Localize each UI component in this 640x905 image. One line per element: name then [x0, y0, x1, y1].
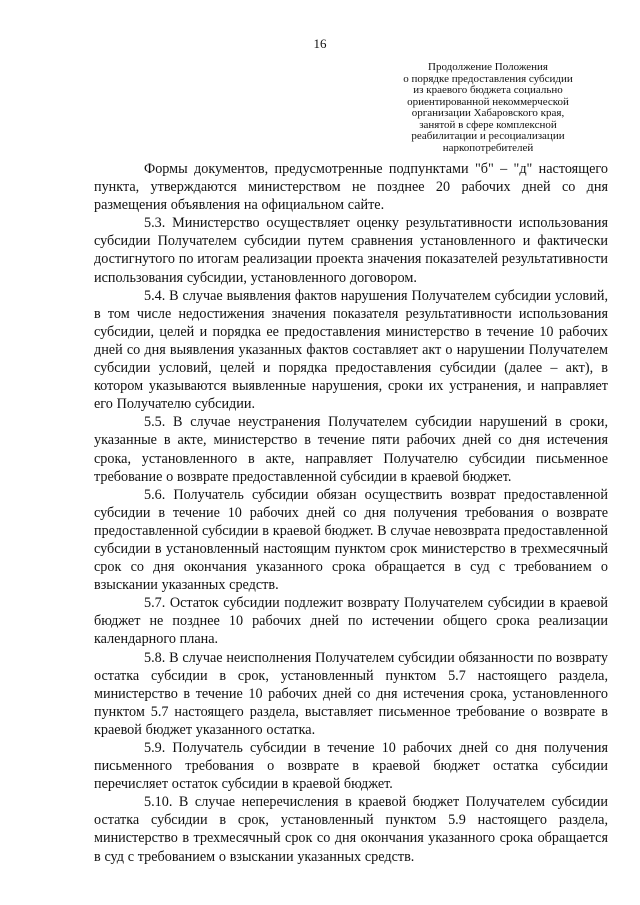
paragraph-5-9: 5.9. Получатель субсидии в течение 10 рабочих дней со дня получения письменного требования о возврате в краевой бюджет остатка субсидии перечисляет остаток субсидии в краевой бюджет. [94, 740, 608, 793]
paragraph-forms: Формы документов, предусмотренные подпунктами "б" – "д" настоящего пункта, утверждаются министерством не позднее 20 рабочих дней со дня размещения объявления на официальном сайте. [94, 161, 608, 214]
paragraph-5-4: 5.4. В случае выявления фактов нарушения Получателем субсидии условий, в том числе недостижения значения показателя результативности использования субсидии, целей и порядка ее предоставления министерство в течение 10 рабочих дней со дня выявления указанных фактов составляет акт о нарушении Получателем субсидии условий, целей и порядка предоставления субсидии (далее – акт), в котором указываются выявленные нарушения, сроки их устранения, и направляет его Получателю субсидии. [94, 287, 608, 413]
continuation-header [376, 62, 600, 154]
paragraph-5-5: 5.5. В случае неустранения Получателем субсидии нарушений в сроки, указанные в акте, министерство в течение пяти рабочих дней со дня истечения срока, установленного в акте, направляет Получателю субсидии письменное требование о возврате предоставленной субсидии в краевой бюджет. [94, 414, 608, 485]
paragraph-5-6: 5.6. Получатель субсидии обязан осуществить возврат предоставленной субсидии в течение 10 рабочих дней со дня получения требования о возврате предоставленной субсидии в краевой бюджет. В случае невозврата предоставленной субсидии в установленный настоящим пунктом срок министерство в трехмесячный срок со дня окончания указанного срока обращается в суд с требованием о взыскании указанных средств. [94, 486, 608, 594]
header-line: Продолжение Положения [428, 61, 548, 73]
paragraph-5-7: 5.7. Остаток субсидии подлежит возврату Получателем субсидии в краевой бюджет не позднее 10 рабочих дней по истечении общего срока реализации календарного плана. [94, 595, 608, 648]
paragraph-5-10: 5.10. В случае неперечисления в краевой бюджет Получателем субсидии остатка субсидии в срок, установленный пунктом 5.9 настоящего раздела, министерство в трехмесячный срок со дня окончания указанного срока обращается в суд с требованием о взыскании указанных средств. [94, 794, 608, 865]
header-line: наркопотребителей [442, 141, 534, 154]
header-line: реабилитации и ресоциализации [411, 130, 565, 142]
header-line: занятой в сфере комплексной [419, 118, 557, 131]
paragraph-5-3: 5.3. Министерство осуществляет оценку результативности использования субсидии Получателем субсидии путем сравнения установленного и фактически достигнутого по итогам реализации проекта значения показателей результативности использования субсидии, установленного договором. [94, 215, 608, 286]
document-body [94, 160, 608, 866]
paragraph-5-8: 5.8. В случае неисполнения Получателем субсидии обязанности по возврату остатка субсидии в срок, установленный пунктом 5.7 настоящего раздела, министерство в течение 10 рабочих дней со дня истечения срока, установленного пунктом 5.7 настоящего раздела, выставляет письменное требование о возврате в краевой бюджет указанного остатка. [94, 649, 608, 738]
header-line: ориентированной некоммерческой [407, 95, 569, 108]
header-line: из краевого бюджета социально [413, 84, 563, 96]
header-line: организации Хабаровского края, [411, 107, 565, 119]
page-number: 16 [313, 36, 327, 51]
header-line: о порядке предоставления субсидии [403, 72, 573, 85]
